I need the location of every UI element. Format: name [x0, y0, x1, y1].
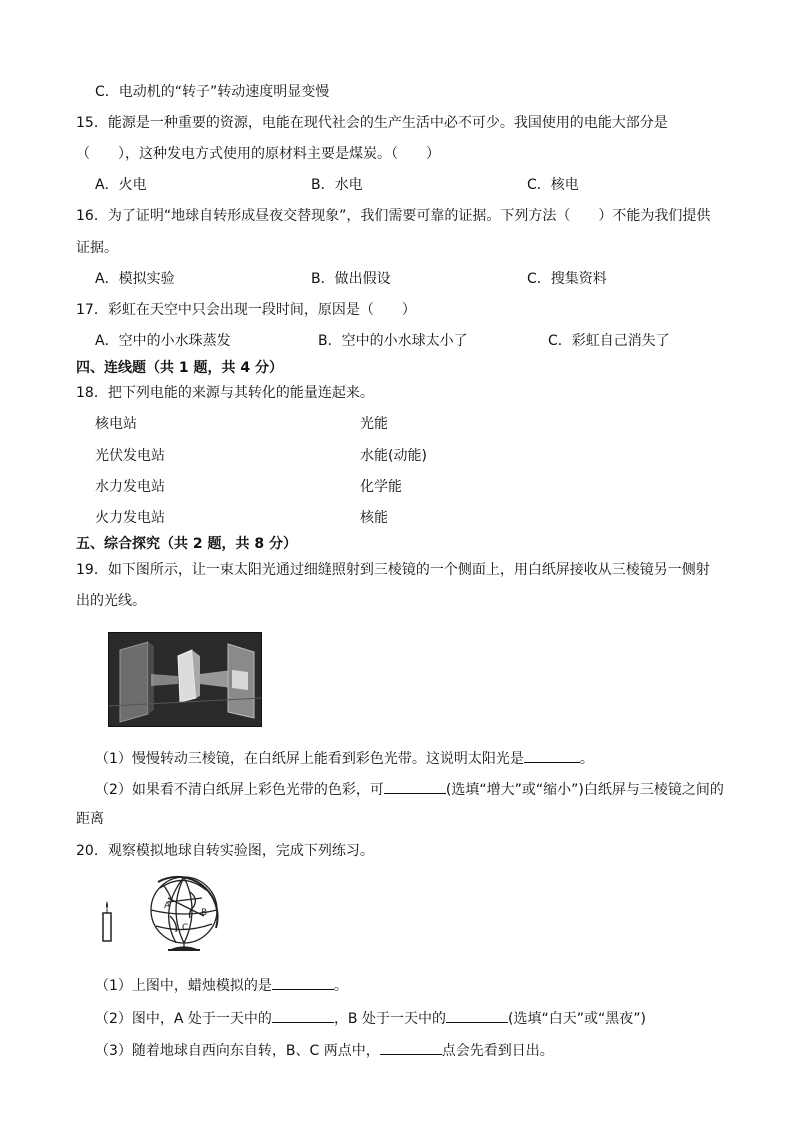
q19-stem-line1: 19．如下图所示，让一束太阳光通过细缝照射到三棱镜的一个侧面上，用白纸屏接收从三棱镜另一侧射 — [76, 562, 710, 578]
q18-right-item: 光能 — [360, 416, 388, 432]
q20-sub3-end: 点会先看到日出。 — [441, 1043, 554, 1059]
q20-sub1-text: （1）上图中，蜡烛模拟的是 — [95, 978, 272, 994]
globe-label-c: C — [182, 923, 189, 933]
q20-sub2-blank-a[interactable] — [272, 1007, 334, 1023]
candle-icon — [103, 901, 111, 941]
q18-stem: 18．把下列电能的来源与其转化的能量连起来。 — [76, 385, 374, 401]
q20-sub3-text: （3）随着地球自西向东自转，B、C 两点中， — [95, 1043, 380, 1059]
globe-label-b: B — [201, 908, 208, 918]
q16-option-b: B．做出假设 — [311, 271, 391, 287]
prism-experiment-image — [108, 632, 262, 727]
q18-left-item: 水力发电站 — [95, 479, 165, 495]
q19-sub1-blank[interactable] — [524, 747, 580, 763]
q18-left-item: 光伏发电站 — [95, 448, 165, 464]
q20-stem: 20．观察模拟地球自转实验图，完成下列练习。 — [76, 843, 374, 859]
q19-sub2-line2: 距离 — [76, 811, 104, 827]
globe-label-a: A — [164, 901, 171, 911]
q17-option-b: B．空中的小水球太小了 — [318, 333, 468, 349]
q16-stem-line2: 证据。 — [76, 240, 118, 256]
q15-stem-line1: 15．能源是一种重要的资源，电能在现代社会的生产生活中必不可少。我国使用的电能大部分是 — [76, 115, 668, 131]
q20-sub3 — [95, 1039, 554, 1061]
q16-stem-line1: 16．为了证明“地球自转形成昼夜交替现象”，我们需要可靠的证据。下列方法（ ）不能为我们提供 — [76, 208, 711, 224]
q16-option-c: C．搜集资料 — [527, 271, 607, 287]
q19-stem-line2: 出的光线。 — [76, 593, 146, 609]
q14-option-c: C．电动机的“转子”转动速度明显变慢 — [95, 84, 330, 100]
q18-right-item: 化学能 — [360, 479, 402, 495]
section-heading-matching: 四、连线题（共 1 题，共 4 分） — [76, 360, 283, 376]
q20-sub1-end: 。 — [333, 978, 348, 994]
q17-option-c: C．彩虹自己消失了 — [548, 333, 670, 349]
q20-sub3-blank[interactable] — [380, 1039, 442, 1055]
q20-sub2-text: （2）图中，A 处于一天中的 — [95, 1011, 272, 1027]
q20-sub2 — [95, 1007, 646, 1029]
q16-option-a: A．模拟实验 — [95, 271, 175, 287]
q19-sub2 — [95, 778, 724, 800]
q18-right-item: 水能(动能) — [360, 448, 427, 464]
q19-sub1-end: 。 — [579, 751, 594, 767]
q19-sub2-blank[interactable] — [384, 778, 446, 794]
q15-stem-line2: （ ），这种发电方式使用的原材料主要是煤炭。（ ） — [76, 146, 440, 162]
q17-option-a: A．空中的小水珠蒸发 — [95, 333, 231, 349]
q18-left-item: 火力发电站 — [95, 510, 165, 526]
q20-sub2-blank-b[interactable] — [446, 1007, 508, 1023]
q19-sub2-hint: (选填“增大”或“缩小”)白纸屏与三棱镜之间的 — [445, 782, 724, 798]
q18-right-item: 核能 — [360, 510, 388, 526]
q20-sub1-blank[interactable] — [272, 974, 334, 990]
q15-option-c: C．核电 — [527, 177, 579, 193]
globe-icon — [151, 877, 218, 950]
globe-candle-image — [98, 868, 222, 952]
q20-sub2-mid: ，B 处于一天中的 — [333, 1011, 446, 1027]
q18-left-item: 核电站 — [95, 416, 137, 432]
q19-sub1 — [95, 747, 594, 769]
q20-sub1 — [95, 974, 348, 996]
q19-sub2-text: （2）如果看不清白纸屏上彩色光带的色彩，可 — [95, 782, 384, 798]
q20-sub2-hint: (选填“白天”或“黑夜”) — [508, 1011, 646, 1027]
q17-stem: 17．彩虹在天空中只会出现一段时间，原因是（ ） — [76, 302, 416, 318]
section-heading-inquiry: 五、综合探究（共 2 题，共 8 分） — [76, 536, 297, 552]
q15-option-b: B．水电 — [311, 177, 363, 193]
q15-option-a: A．火电 — [95, 177, 147, 193]
q19-sub1-text: （1）慢慢转动三棱镜，在白纸屏上能看到彩色光带。这说明太阳光是 — [95, 751, 524, 767]
